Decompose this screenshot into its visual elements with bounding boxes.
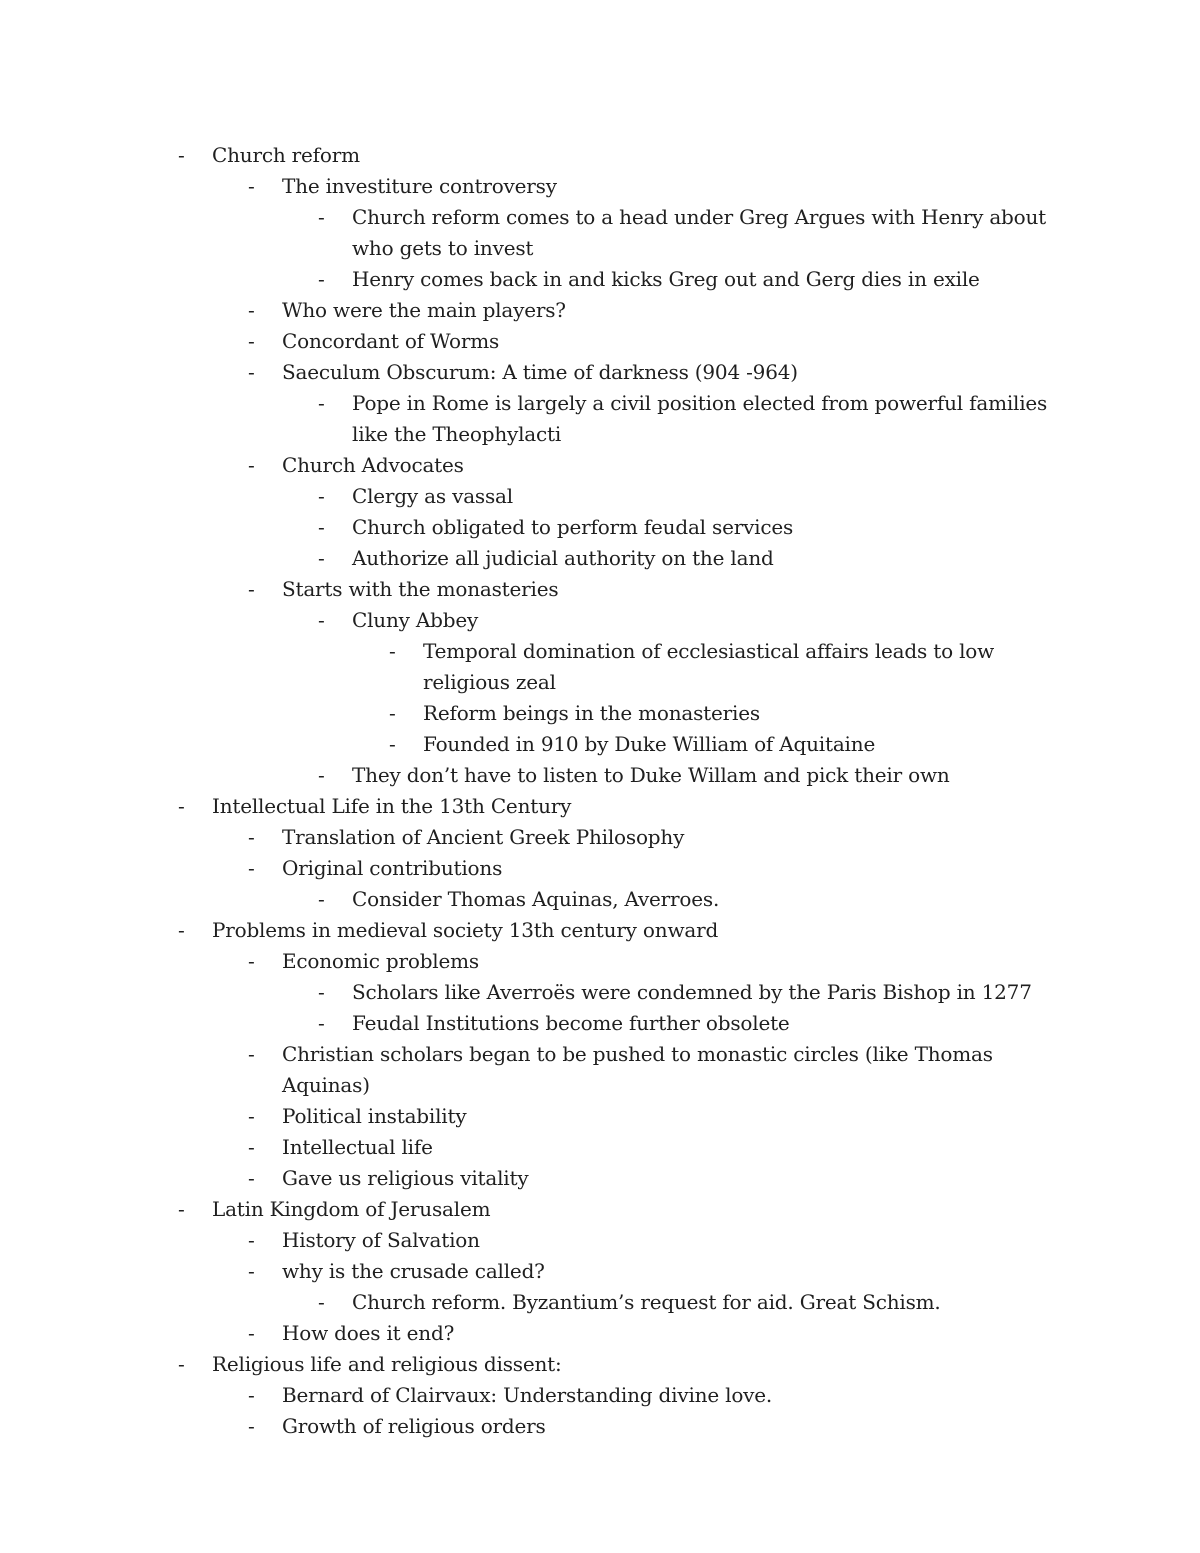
- outline-item-level-1: [0, 171, 1200, 202]
- outline-item-level-3: [0, 698, 1200, 729]
- bullet-dash: -: [318, 1011, 325, 1035]
- bullet-dash: -: [248, 174, 255, 198]
- outline-item-text: Church Advocates: [282, 453, 464, 477]
- outline-item-level-0: [0, 1194, 1200, 1225]
- bullet-dash: -: [248, 856, 255, 880]
- outline-item-text: Gave us religious vitality: [282, 1166, 529, 1190]
- outline-item-level-2: [0, 543, 1200, 574]
- outline-item-level-2: [0, 264, 1200, 295]
- bullet-dash: -: [248, 1321, 255, 1345]
- outline-item-level-2: [0, 1287, 1200, 1318]
- outline-item-text: Saeculum Obscurum: A time of darkness (904 -964): [282, 360, 798, 384]
- outline-item-text: Authorize all judicial authority on the land: [352, 546, 774, 570]
- outline-item-text: Cluny Abbey: [352, 608, 479, 632]
- outline-item-level-1: [0, 326, 1200, 357]
- outline-item-level-0: [0, 140, 1200, 171]
- notes-outline: [0, 140, 1200, 1442]
- bullet-dash: -: [248, 1166, 255, 1190]
- bullet-dash: -: [178, 794, 185, 818]
- bullet-dash: -: [318, 887, 325, 911]
- outline-item-text: Latin Kingdom of Jerusalem: [212, 1197, 491, 1221]
- outline-item-text: Economic problems: [282, 949, 479, 973]
- outline-item-level-1: [0, 1256, 1200, 1287]
- bullet-dash: -: [389, 639, 396, 663]
- bullet-dash: -: [318, 267, 325, 291]
- outline-item-level-1: [0, 822, 1200, 853]
- outline-item-level-1: [0, 1318, 1200, 1349]
- outline-item-text: Church obligated to perform feudal services: [352, 515, 794, 539]
- outline-item-text: Religious life and religious dissent:: [212, 1352, 562, 1376]
- outline-item-level-0: [0, 915, 1200, 946]
- bullet-dash: -: [178, 1352, 185, 1376]
- bullet-dash: -: [248, 825, 255, 849]
- bullet-dash: -: [318, 205, 325, 229]
- outline-item-text: Clergy as vassal: [352, 484, 513, 508]
- outline-item-level-1: [0, 1411, 1200, 1442]
- outline-item-level-2: [0, 1008, 1200, 1039]
- outline-item-level-1: [0, 1039, 1200, 1101]
- bullet-dash: -: [248, 329, 255, 353]
- outline-item-text: Henry comes back in and kicks Greg out and Gerg dies in exile: [352, 267, 980, 291]
- outline-item-level-1: [0, 1101, 1200, 1132]
- outline-item-level-1: [0, 1132, 1200, 1163]
- bullet-dash: -: [248, 1228, 255, 1252]
- outline-item-text: Founded in 910 by Duke William of Aquitaine: [423, 732, 876, 756]
- outline-item-text: Christian scholars began to be pushed to monastic circles (like Thomas Aquinas): [282, 1042, 993, 1097]
- outline-item-level-1: [0, 1163, 1200, 1194]
- outline-item-level-2: [0, 202, 1200, 264]
- outline-item-text: Intellectual Life in the 13th Century: [212, 794, 572, 818]
- outline-item-text: Original contributions: [282, 856, 503, 880]
- outline-item-level-2: [0, 481, 1200, 512]
- outline-item-level-2: [0, 977, 1200, 1008]
- outline-item-text: The investiture controversy: [282, 174, 557, 198]
- bullet-dash: -: [248, 1042, 255, 1066]
- bullet-dash: -: [318, 546, 325, 570]
- outline-item-text: Church reform: [212, 143, 360, 167]
- outline-item-text: Who were the main players?: [282, 298, 566, 322]
- outline-item-text: Scholars like Averroës were condemned by the Paris Bishop in 1277: [352, 980, 1032, 1004]
- outline-item-text: Church reform. Byzantium’s request for aid. Great Schism.: [352, 1290, 941, 1314]
- outline-item-level-1: [0, 574, 1200, 605]
- bullet-dash: -: [248, 1414, 255, 1438]
- bullet-dash: -: [318, 1290, 325, 1314]
- bullet-dash: -: [248, 1104, 255, 1128]
- bullet-dash: -: [248, 1383, 255, 1407]
- outline-item-text: Intellectual life: [282, 1135, 433, 1159]
- outline-item-text: They don’t have to listen to Duke Willam and pick their own: [352, 763, 950, 787]
- outline-item-text: Reform beings in the monasteries: [423, 701, 760, 725]
- outline-item-text: Feudal Institutions become further obsolete: [352, 1011, 790, 1035]
- bullet-dash: -: [178, 143, 185, 167]
- outline-item-text: Pope in Rome is largely a civil position elected from powerful families like the Theophylacti: [352, 391, 1048, 446]
- bullet-dash: -: [248, 949, 255, 973]
- outline-item-level-2: [0, 884, 1200, 915]
- bullet-dash: -: [318, 515, 325, 539]
- outline-item-text: Consider Thomas Aquinas, Averroes.: [352, 887, 720, 911]
- outline-item-level-2: [0, 760, 1200, 791]
- outline-item-text: Concordant of Worms: [282, 329, 500, 353]
- outline-item-text: History of Salvation: [282, 1228, 480, 1252]
- bullet-dash: -: [318, 484, 325, 508]
- bullet-dash: -: [248, 298, 255, 322]
- outline-item-level-2: [0, 512, 1200, 543]
- bullet-dash: -: [318, 391, 325, 415]
- bullet-dash: -: [318, 763, 325, 787]
- outline-item-text: Political instability: [282, 1104, 467, 1128]
- outline-item-level-0: [0, 1349, 1200, 1380]
- outline-item-level-1: [0, 946, 1200, 977]
- outline-item-level-1: [0, 1225, 1200, 1256]
- bullet-dash: -: [178, 1197, 185, 1221]
- outline-item-level-1: [0, 853, 1200, 884]
- outline-item-text: Translation of Ancient Greek Philosophy: [282, 825, 685, 849]
- outline-item-level-2: [0, 388, 1200, 450]
- outline-item-level-3: [0, 636, 1200, 698]
- outline-item-level-1: [0, 450, 1200, 481]
- bullet-dash: -: [248, 360, 255, 384]
- bullet-dash: -: [248, 453, 255, 477]
- bullet-dash: -: [318, 608, 325, 632]
- outline-item-text: How does it end?: [282, 1321, 455, 1345]
- bullet-dash: -: [178, 918, 185, 942]
- outline-item-text: why is the crusade called?: [282, 1259, 545, 1283]
- bullet-dash: -: [389, 732, 396, 756]
- outline-item-text: Problems in medieval society 13th century onward: [212, 918, 719, 942]
- bullet-dash: -: [248, 577, 255, 601]
- outline-item-level-0: [0, 791, 1200, 822]
- outline-item-level-1: [0, 295, 1200, 326]
- bullet-dash: -: [248, 1135, 255, 1159]
- outline-item-text: Bernard of Clairvaux: Understanding divine love.: [282, 1383, 773, 1407]
- bullet-dash: -: [248, 1259, 255, 1283]
- outline-item-text: Starts with the monasteries: [282, 577, 559, 601]
- outline-item-text: Growth of religious orders: [282, 1414, 546, 1438]
- outline-item-level-1: [0, 1380, 1200, 1411]
- outline-item-text: Church reform comes to a head under Greg Argues with Henry about who gets to invest: [352, 205, 1047, 260]
- outline-item-level-1: [0, 357, 1200, 388]
- bullet-dash: -: [389, 701, 396, 725]
- bullet-dash: -: [318, 980, 325, 1004]
- outline-item-level-3: [0, 729, 1200, 760]
- outline-item-level-2: [0, 605, 1200, 636]
- outline-item-text: Temporal domination of ecclesiastical affairs leads to low religious zeal: [423, 639, 995, 694]
